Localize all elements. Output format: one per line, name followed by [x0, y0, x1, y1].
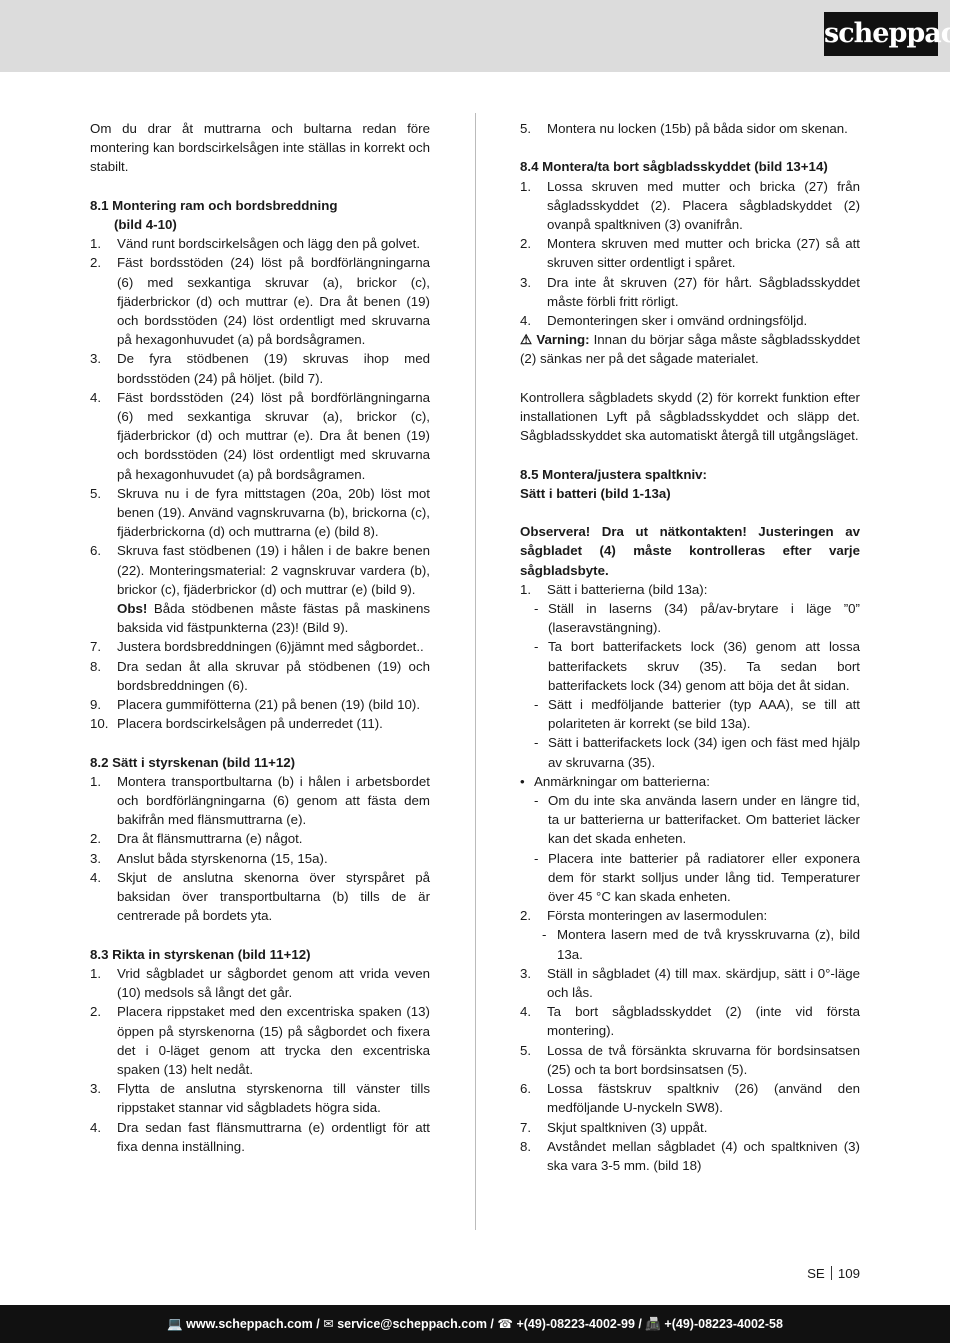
list-item: 1. Sätt i batterierna (bild 13a): [520, 581, 708, 597]
list-item: 4. Fäst bordsstöden (24) löst på bordförlängningarna (6) med sexkantiga skruvar (a), brickor (c), fjäderbrickor (d) och muttrar (e). Dra åt benen (19) och bordsstöden (24) löst ordentligt med skruvarna på hexagonhuvudet (a) på bordsågramen. [90, 389, 430, 482]
list-item: 2. Första monteringen av lasermodulen: [520, 908, 768, 924]
list-item: 2. Dra åt flänsmuttrarna (e) något. [90, 831, 303, 847]
list-item: 8. Dra sedan åt alla skruvar på stödbenen (19) och bordsbreddningen (6). [90, 658, 430, 693]
list-item: 3. Anslut båda styrskenorna (15, 15a). [90, 850, 328, 866]
warning-triangle-icon: ⚠ Varning: [520, 332, 590, 348]
column-divider [475, 113, 476, 1230]
warning-note: ⚠ Varning: Innan du börjar såga måste sågbladsskyddet (2) sänkas ner på det sågade materialet. [520, 332, 860, 367]
list-item: 4. Demonteringen sker i omvänd ordningsföljd. [520, 313, 808, 329]
observe-note: Observera! Dra ut nätkontakten! Justeringen av sågbladet (4) måste kontrolleras efter varje sågbladsbyte. [520, 524, 860, 578]
page-number: SE 109 [807, 1266, 860, 1281]
list-item: 5. Montera nu locken (15b) på båda sidor om skenan. [520, 121, 848, 136]
list-item: 1. Vrid sågbladet ur sågbordet genom att vrida veven (10) medsols så långt det går. [90, 965, 430, 1001]
list-item: 3. De fyra stödbenen (19) skruvas ihop med bordsstöden (24) på höljet. (bild 7). [90, 351, 430, 386]
list-item: 2. Montera skruven med mutter och bricka (27) så att skruven sitter ordentligt i spåret. [520, 236, 860, 271]
list-item: 4. Dra sedan fast flänsmuttrarna (e) ordentligt för att fixa denna inställning. [90, 1119, 430, 1154]
section-8-1-heading: 8.1 Montering ram och bordsbreddning (bild 4-10) [90, 197, 338, 232]
bullet-item: • Anmärkningar om batterierna: [520, 773, 710, 789]
section-8-2-heading: 8.2 Sätt i styrskenan (bild 11+12) [90, 754, 296, 770]
sub-item: - Ställ in laserns (34) på/av-brytare i läge ”0” (laseravstängning). [534, 601, 860, 636]
section-8-4-heading: 8.4 Montera/ta bort sågbladsskyddet (bild 13+14) [520, 159, 828, 175]
fax-icon: 📠 [645, 1317, 661, 1331]
footer-bar: 💻 www.scheppach.com / ✉ service@scheppach.com / ☎ +(49)-08223-4002-99 / 📠 +(49)-08223-4002-58 [0, 1305, 950, 1343]
control-paragraph: Kontrollera sågbladets skydd (2) för korrekt funktion efter installationen Lyft på sågbladsskyddet och släpp det. Sågbladsskyddet ska automatiskt återgå till utgångsläget. [520, 389, 860, 444]
list-item: 6. Lossa fästskruv spaltkniv (26) (använd den medföljande U-nyckeln SW8). [520, 1081, 860, 1116]
brand-logo: scheppach [824, 12, 938, 56]
left-column [90, 119, 430, 1156]
list-item: 10. Placera bordscirkelsågen på underredet (11). [90, 716, 383, 732]
list-item: 4. Skjut de anslutna skenorna över styrspåret på baksidan över transportbultarna (b) tills de är centrerade på bordets yta. [90, 869, 430, 924]
mail-icon: ✉ [323, 1317, 334, 1331]
phone-number: +(49)-08223-4002-99 [516, 1317, 635, 1331]
list-item: 9. Placera gummifötterna (21) på benen (19) (bild 10). [90, 697, 421, 713]
list-item: 1. Montera transportbultarna (b) i hålen i arbetsbordet och bordförlängningarna (6) genom att fästa dem bakifrån med flänsmuttrarna (e). [90, 773, 430, 828]
sub-item: - Montera lasern med de två krysskruvarna (z), bild 13a. [542, 927, 860, 962]
computer-icon: 💻 [167, 1317, 183, 1331]
list-item: 6. Skruva fast stödbenen (19) i hålen i de bakre benen (22). Monteringsmaterial: 2 vagnskruvar vardera (b), brickor (c), fjäderbrickor (d) och muttrar (e) (bild 9). [90, 543, 430, 597]
list-item: 5. Lossa de två försänkta skruvarna för bordsinsatsen (25) och ta bort bordsinsatsen (5). [520, 1042, 860, 1077]
fax-number: +(49)-08223-4002-58 [664, 1317, 783, 1331]
section-8-3-heading: 8.3 Rikta in styrskenan (bild 11+12) [90, 946, 311, 962]
list-item: 3. Dra inte åt skruven (27) för hårt. Sågbladsskyddet måste förbli fritt rörligt. [520, 274, 860, 309]
sub-item: - Om du inte ska använda lasern under en längre tid, ta ur batterierna ur batterifacket. Om batteriet läcker kan det skada enheten. [534, 793, 860, 847]
sub-item: - Ta bort batterifackets lock (36) genom att lossa batterifackets skruv (35). Ta sedan bort batterifackets lock (34) genom att böja det åt sidan. [534, 639, 860, 693]
list-item: 2. Placera rippstaket med den excentriska spaken (13) öppen på styrskenorna (15) på sågbordet och fixera det i 0-läget genom att trycka den excentriska spaken (13) helt nedåt. [90, 1004, 430, 1077]
list-item: 1. Vänd runt bordscirkelsågen och lägg den på golvet. [90, 236, 421, 252]
list-item: 3. Flytta de anslutna styrskenorna till vänster tills rippstaket stannar vid sågbladets högra sida. [90, 1081, 430, 1116]
obs-note: Obs! Båda stödbenen måste fästas på maskinens baksida vid fästpunkterna (23)! (Bild 9). [117, 601, 430, 636]
list-item: 5. Skruva nu i de fyra mittstagen (20a, 20b) löst mot benen (19). Använd vagnskruvarna (b), brickorna (c), fjäderbrickorna (d) och muttrarna (e) (bild 8). [90, 485, 430, 540]
phone-icon: ☎ [497, 1317, 513, 1331]
list-item: 7. Justera bordsbreddningen (6)jämnt med sågbordet.. [90, 639, 424, 655]
list-item: 3. Ställ in sågbladet (4) till max. skärdjup, sätt i 0°-läge och lås. [520, 965, 860, 1001]
website-link[interactable]: www.scheppach.com [186, 1317, 313, 1331]
sub-item: - Sätt i medföljande batterier (typ AAA), se till att polariteten är korrekt (se bild 13a). [534, 697, 860, 732]
list-item: 2. Fäst bordsstöden (24) löst på bordförlängningarna (6) med sexkantiga skruvar (a), brickor (c), fjäderbrickor (d) och muttrar (e). Dra åt benen (19) och bordsstöden (24) löst ordentligt med skruvarna på hexagonhuvudet (a) på bordsågramen. [90, 255, 430, 348]
section-8-5-heading: 8.5 Montera/justera spaltkniv: Sätt i batteri (bild 1-13a) [520, 466, 707, 501]
email-link[interactable]: service@scheppach.com [337, 1317, 487, 1331]
list-item: 4. Ta bort sågbladsskyddet (2) (inte vid första montering). [520, 1004, 860, 1039]
header-bar [0, 0, 975, 72]
list-item: 7. Skjut spaltkniven (3) uppåt. [520, 1119, 708, 1135]
right-column [520, 119, 860, 1175]
sub-item: - Placera inte batterier på radiatorer eller exponera dem för starkt solljus under lång tid. Temperaturer över 45 °C kan skada enheten. [534, 850, 860, 905]
list-item: 1. Lossa skruven med mutter och bricka (27) från sågladsskyddet (2). Placera sågbladskyddet (2) ovanpå spaltkniven (3) ovanifrån. [520, 178, 860, 232]
sub-item: - Sätt i batterifackets lock (34) igen och fäst med hjälp av skruvarna (35). [534, 735, 860, 770]
list-item: 8. Avståndet mellan sågbladet (4) och spaltkniven (3) ska vara 3-5 mm. (bild 18) [520, 1138, 860, 1173]
intro-paragraph: Om du drar åt muttrarna och bultarna redan före montering kan bordscirkelsågen inte ställas in korrekt och stabilt. [90, 121, 430, 175]
